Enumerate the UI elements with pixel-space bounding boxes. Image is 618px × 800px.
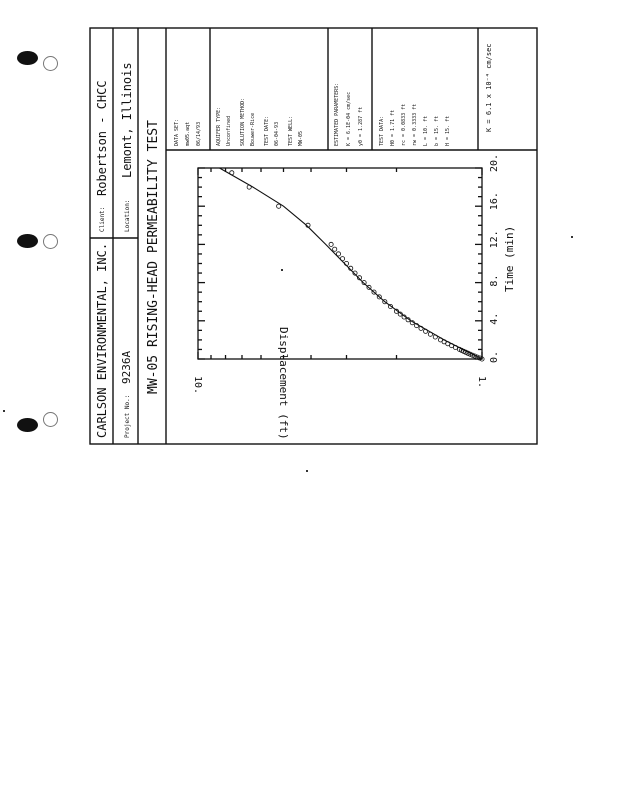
location-value: Lemont, Illinois (120, 62, 134, 178)
data-set-label: DATA SET: (174, 118, 180, 146)
x-axis-label: Time (min) (503, 225, 516, 292)
data-point (333, 247, 337, 251)
estimated-line-1: K = 6.1E-04 cm/sec (346, 91, 352, 146)
test-data-line-5: b = 15. ft (434, 115, 440, 146)
x-tick-label: 8. (489, 274, 500, 287)
project-label: Project No.: (124, 394, 131, 438)
x-tick-label: 16. (489, 192, 500, 211)
test-well-label: TEST WELL: (288, 115, 294, 146)
aquifer-label: AQUIFER TYPE: (216, 106, 222, 146)
x-tick-label: 4. (489, 312, 500, 325)
y-axis-label: Displacement (ft) (277, 327, 290, 440)
data-point (329, 242, 333, 246)
estimated-line-2: y0 = 1.287 ft (358, 106, 364, 146)
test-data-line-4: L = 10. ft (423, 115, 429, 146)
x-tick-label: 0. (489, 350, 500, 363)
plot-area (198, 168, 484, 361)
test-data-line-2: rc = 0.0833 ft (401, 103, 407, 146)
x-tick-label: 12. (489, 230, 500, 249)
solution-value: Bouwer-Rice (250, 112, 256, 146)
test-data-label: TEST DATA: (379, 115, 385, 146)
test-data-line-3: rw = 0.3333 ft (412, 103, 418, 146)
k-result: K = 6.1 x 10⁻⁴ cm/sec (485, 43, 493, 132)
aquifer-value: Unconfined (226, 115, 232, 146)
plot-frame (198, 168, 482, 359)
y-tick-label: 1. (476, 376, 487, 389)
project-number: 9236A (120, 350, 133, 384)
client-name: Robertson - CHCC (95, 80, 109, 196)
test-data-line-6: H = 15. ft (445, 115, 451, 146)
solution-label: SOLUTION METHOD: (240, 97, 246, 146)
client-label: Client: (99, 206, 106, 232)
y-tick-label: 10. (192, 376, 203, 395)
company-name: CARLSON ENVIRONMENTAL, INC. (95, 242, 109, 438)
test-well-value: MW-05 (298, 130, 304, 146)
location-label: Location: (124, 199, 131, 232)
test-data-line-1: H0 = 1.71 ft (390, 109, 396, 146)
estimated-label: ESTIMATED PARAMETERS: (334, 82, 340, 146)
x-tick-label: 20. (489, 153, 500, 172)
test-date-value: 06-04-93 (274, 121, 280, 146)
report-title: MW-05 RISING-HEAD PERMEABILITY TEST (146, 120, 161, 394)
fit-line (220, 168, 483, 359)
data-set-line-1: mw05.aqt (185, 121, 191, 146)
test-date-label: TEST DATE: (264, 115, 270, 146)
data-set-line-2: 06/14/93 (196, 121, 202, 146)
